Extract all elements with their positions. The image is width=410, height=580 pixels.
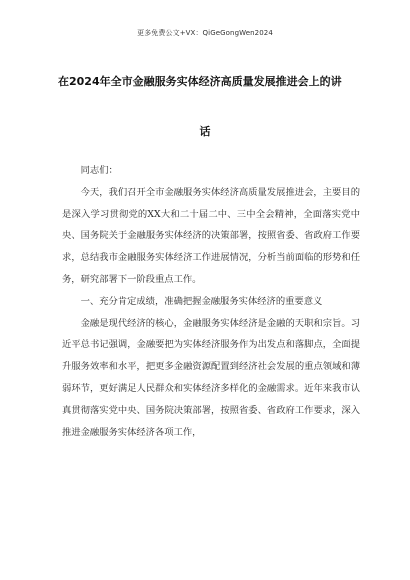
paragraph-section-1: 金融是现代经济的核心，金融服务实体经济是金融的天职和宗旨。习近平总书记强调，金融要把为实体经济服务作为出发点和落脚点，全面提升服务效率和水平，把更多金融资源配置到经济社会发展的重点领域和薄弱环节，更好满足人民群众和实体经济多样化的金融需求。近年来我市认真贯彻落实党中央、国务院决策部署，按照省委、省政府工作要求，深入推进金融服务实体经济各项工作，: [62, 317, 360, 438]
document-body: [62, 160, 360, 443]
document-title-line2: 话: [199, 125, 211, 138]
section-heading-1: 一、充分肯定成绩，准确把握金融服务实体经济的重要意义: [80, 295, 323, 307]
header-note: 更多免费公文+VX：QiGeGongWen2024: [137, 29, 273, 37]
document-title-line1: 在2024年全市金融服务实体经济高质量发展推进会上的讲: [58, 75, 342, 88]
salutation: 同志们：: [80, 165, 118, 176]
paragraph-intro: 今天，我们召开全市金融服务实体经济高质量发展推进会，主要目的是深入学习贯彻党的XX大和二十届二中、三中全会精神，全面落实党中央、国务院关于金融服务实体经济的决策部署，按照省委、省政府工作要求，总结我市金融服务实体经济工作进展情况，分析当前面临的形势和任务，研究部署下一阶段重点工作。: [62, 186, 360, 285]
